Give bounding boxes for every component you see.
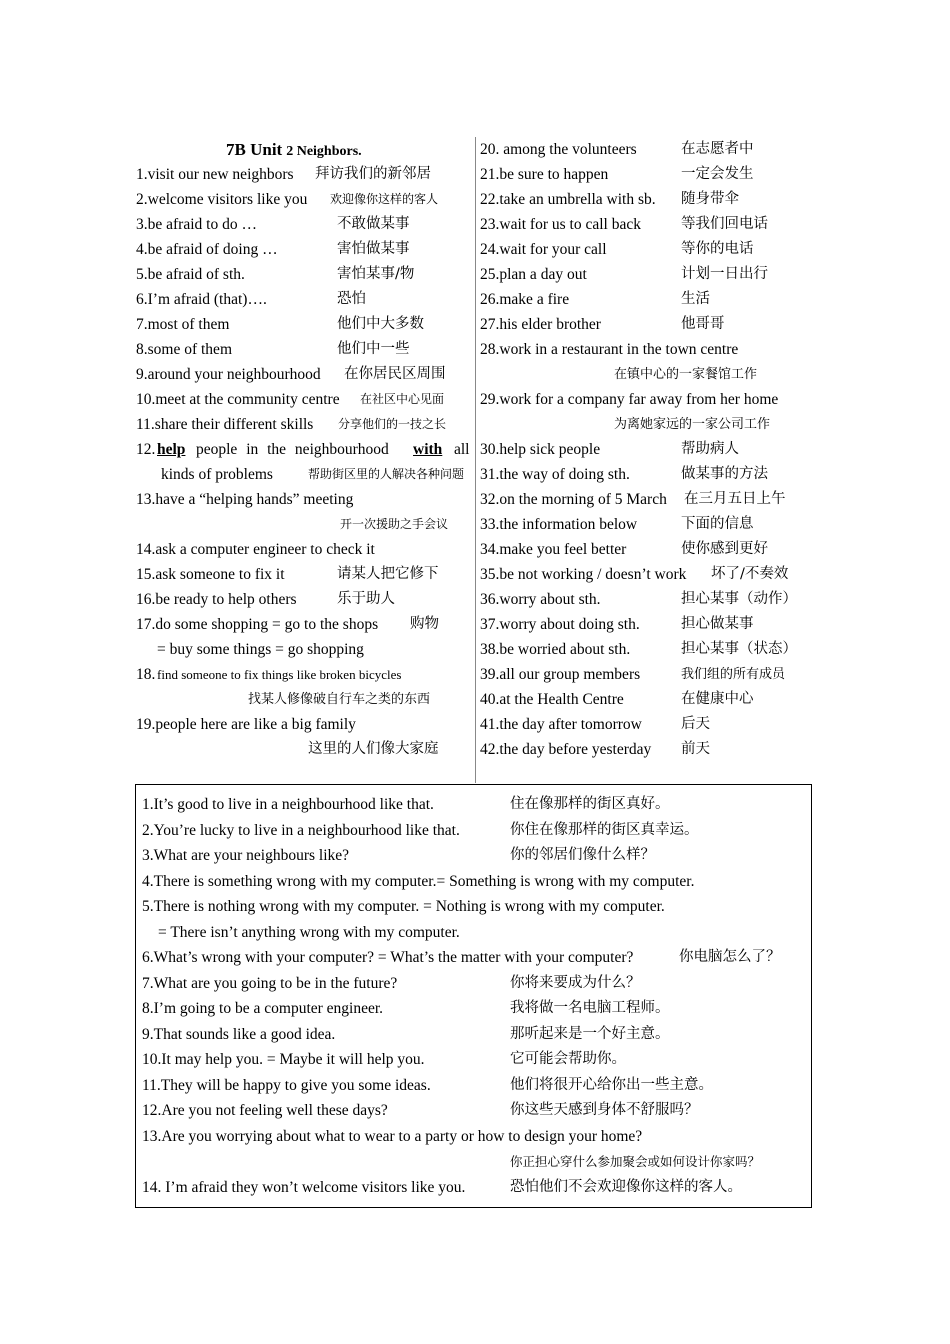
phrase-en: 16.be ready to help others: [136, 591, 297, 608]
phrase-zh: 担心做某事: [681, 616, 754, 632]
phrase-en: find someone to fix things like broken bicycles: [157, 667, 402, 682]
phrase-en: 15.ask someone to fix it: [136, 566, 285, 583]
phrase-en: 11.share their different skills: [136, 416, 314, 433]
sentence-en: = There isn’t anything wrong with my computer.: [158, 924, 460, 941]
phrase-en: 42.the day before yesterday: [480, 741, 652, 758]
phrase-en: 31.the way of doing sth.: [480, 466, 630, 483]
sentence-en: 14. I’m afraid they won’t welcome visitors like you.: [142, 1179, 466, 1196]
phrase-en: 29.work for a company far away from her home: [480, 391, 779, 408]
sentence-zh: 恐怕他们不会欢迎像你这样的客人。: [510, 1179, 742, 1195]
phrase-en: 6.I’m afraid (that)….: [136, 291, 267, 308]
unit-title-main: 7B Unit: [226, 140, 283, 159]
phrase-number: 12.: [136, 441, 156, 458]
unit-title-sub: 2 Neighbors.: [286, 144, 362, 159]
phrase-en: 5.be afraid of sth.: [136, 266, 245, 283]
phrase-en: 30.help sick people: [480, 441, 601, 458]
sentence-zh: 我将做一名电脑工程师。: [510, 1000, 670, 1016]
phrase-zh: 害怕做某事: [337, 241, 410, 257]
phrase-en: 40.at the Health Centre: [480, 691, 624, 708]
phrase-en: 37.worry about doing sth.: [480, 616, 640, 633]
phrase-zh: 在社区中心见面: [360, 392, 445, 406]
sentence-en: 3.What are your neighbours like?: [142, 847, 350, 864]
phrase-en: 10.meet at the community centre: [136, 391, 340, 408]
phrase-en: 14.ask a computer engineer to check it: [136, 541, 375, 558]
phrase-en: 17.do some shopping = go to the shops: [136, 616, 379, 633]
phrase-en: 25.plan a day out: [480, 266, 587, 283]
phrase-zh: 在志愿者中: [681, 141, 754, 157]
phrase-zh: 乐于助人: [337, 591, 395, 607]
phrase-en: 1.visit our new neighbors: [136, 166, 294, 183]
sentence-en: 13.Are you worrying about what to wear to a party or how to design your home?: [142, 1128, 643, 1145]
phrase-zh: 下面的信息: [681, 516, 754, 532]
phrase-en: kinds of problems: [161, 466, 273, 483]
phrase-zh: 不敢做某事: [337, 216, 410, 232]
phrase-en: 39.all our group members: [480, 666, 641, 683]
sentence-en: 5.There is nothing wrong with my computer. = Nothing is wrong with my computer.: [142, 898, 665, 915]
sentence-en: 11.They will be happy to give you some ideas.: [142, 1077, 431, 1094]
phrase-zh: 担心某事（状态）: [681, 641, 797, 657]
phrase-en: 28.work in a restaurant in the town centre: [480, 341, 739, 358]
sentence-zh: 你这些天感到身体不舒服吗？: [510, 1102, 699, 1118]
phrase-en: 36.worry about sth.: [480, 591, 601, 608]
phrase-zh: 找某人修像破自行车之类的东西: [248, 692, 431, 707]
phrase-en: 13.have a “helping hands” meeting: [136, 491, 354, 508]
phrase-zh: 随身带伞: [681, 191, 739, 207]
sentence-zh: 你电脑怎么了？: [679, 949, 781, 965]
phrase-keyword: with: [413, 441, 443, 458]
phrase-zh: 计划一日出行: [681, 266, 768, 282]
key-sentences-box: [135, 784, 812, 1208]
phrase-zh: 生活: [681, 291, 710, 307]
phrase-zh: 害怕某事/物: [337, 266, 415, 282]
phrase-en: people in the neighbourhood: [196, 441, 389, 458]
sentence-en: 4.There is something wrong with my computer.= Something is wrong with my computer.: [142, 873, 695, 890]
phrase-zh: 为离她家远的一家公司工作: [614, 417, 771, 432]
phrase-zh: 请某人把它修下: [337, 566, 439, 582]
phrase-zh: 做某事的方法: [681, 466, 768, 482]
phrase-en: 20. among the volunteers: [480, 141, 637, 158]
phrase-en: 27.his elder brother: [480, 316, 601, 333]
sentence-en: 8.I’m going to be a computer engineer.: [142, 1000, 384, 1017]
phrase-row: [136, 437, 470, 462]
phrase-en: all: [454, 441, 470, 458]
sentence-en: 10.It may help you. = Maybe it will help you.: [142, 1051, 425, 1068]
phrase-zh: 拜访我们的新邻居: [315, 166, 431, 182]
sentence-zh: 它可能会帮助你。: [510, 1051, 626, 1067]
phrase-zh: 购物: [410, 616, 439, 632]
unit-title: [226, 137, 362, 162]
phrase-en: 2.welcome visitors like you: [136, 191, 308, 208]
phrase-zh: 坏了/不奏效: [711, 566, 789, 582]
phrase-en: 3.be afraid to do …: [136, 216, 257, 233]
sentence-en: 1.It’s good to live in a neighbourhood like that.: [142, 796, 434, 813]
sentence-en: 6.What’s wrong with your computer? = What’s the matter with your computer?: [142, 949, 634, 966]
sentence-zh: 住在像那样的街区真好。: [510, 796, 670, 812]
sentence-en: 2.You’re lucky to live in a neighbourhood like that.: [142, 822, 460, 839]
phrase-en: 35.be not working / doesn’t work: [480, 566, 687, 583]
phrase-en: 22.take an umbrella with sb.: [480, 191, 656, 208]
phrase-zh: 前天: [681, 741, 710, 757]
phrase-zh: 在你居民区周围: [344, 366, 446, 382]
phrase-number: 18.: [136, 666, 156, 683]
phrase-zh: 后天: [681, 716, 710, 732]
phrase-zh: 他们中一些: [337, 341, 410, 357]
phrase-zh: 使你感到更好: [681, 541, 768, 557]
phrase-zh: 一定会发生: [681, 166, 754, 182]
phrase-zh: 他哥哥: [681, 316, 725, 332]
phrase-zh: 帮助街区里的人解决各种问题: [308, 467, 465, 481]
phrase-zh: 等你的电话: [681, 241, 754, 257]
phrase-zh: 欢迎像你这样的客人: [330, 192, 439, 206]
phrase-en: 33.the information below: [480, 516, 638, 533]
phrase-en: 8.some of them: [136, 341, 232, 358]
phrase-en: 32.on the morning of 5 March: [480, 491, 667, 508]
phrase-en: 26.make a fire: [480, 291, 570, 308]
phrase-zh: 恐怕: [337, 291, 366, 307]
phrase-zh: 在镇中心的一家餐馆工作: [614, 367, 758, 382]
phrase-en: 7.most of them: [136, 316, 230, 333]
sentence-zh: 你住在像那样的街区真幸运。: [510, 822, 699, 838]
phrase-en: 21.be sure to happen: [480, 166, 609, 183]
phrase-zh: 开一次援助之手会议: [340, 517, 449, 531]
phrase-keyword: help: [157, 441, 186, 458]
sentence-zh: 你将来要成为什么？: [510, 975, 641, 991]
sentence-zh: 他们将很开心给你出一些主意。: [510, 1077, 713, 1093]
phrase-zh: 这里的人们像大家庭: [308, 741, 439, 757]
phrase-zh: 帮助病人: [681, 441, 739, 457]
phrase-en: 38.be worried about sth.: [480, 641, 631, 658]
sentence-en: 9.That sounds like a good idea.: [142, 1026, 336, 1043]
sentence-zh: 你的邻居们像什么样？: [510, 847, 655, 863]
sentence-en: 12.Are you not feeling well these days?: [142, 1102, 388, 1119]
phrase-en: 4.be afraid of doing …: [136, 241, 278, 258]
phrase-en: 23.wait for us to call back: [480, 216, 641, 233]
phrase-zh: 等我们回电话: [681, 216, 768, 232]
phrase-en: 24.wait for your call: [480, 241, 607, 258]
column-divider: [475, 137, 476, 783]
phrase-en: 19.people here are like a big family: [136, 716, 356, 733]
sentence-en: 7.What are you going to be in the future?: [142, 975, 398, 992]
phrase-zh: 在健康中心: [681, 691, 754, 707]
phrase-zh: 他们中大多数: [337, 316, 424, 332]
phrase-zh: 担心某事（动作）: [681, 591, 797, 607]
phrase-en: 9.around your neighbourhood: [136, 366, 321, 383]
sentence-zh: 你正担心穿什么参加聚会或如何设计你家吗？: [510, 1154, 761, 1169]
phrase-zh: 我们组的所有成员: [681, 667, 786, 682]
phrase-zh: 分享他们的一技之长: [338, 417, 447, 431]
phrase-zh: 在三月五日上午: [684, 491, 786, 507]
sentence-zh: 那听起来是一个好主意。: [510, 1026, 670, 1042]
phrase-en: 41.the day after tomorrow: [480, 716, 642, 733]
phrase-en: = buy some things = go shopping: [157, 641, 364, 658]
phrase-en: 34.make you feel better: [480, 541, 627, 558]
